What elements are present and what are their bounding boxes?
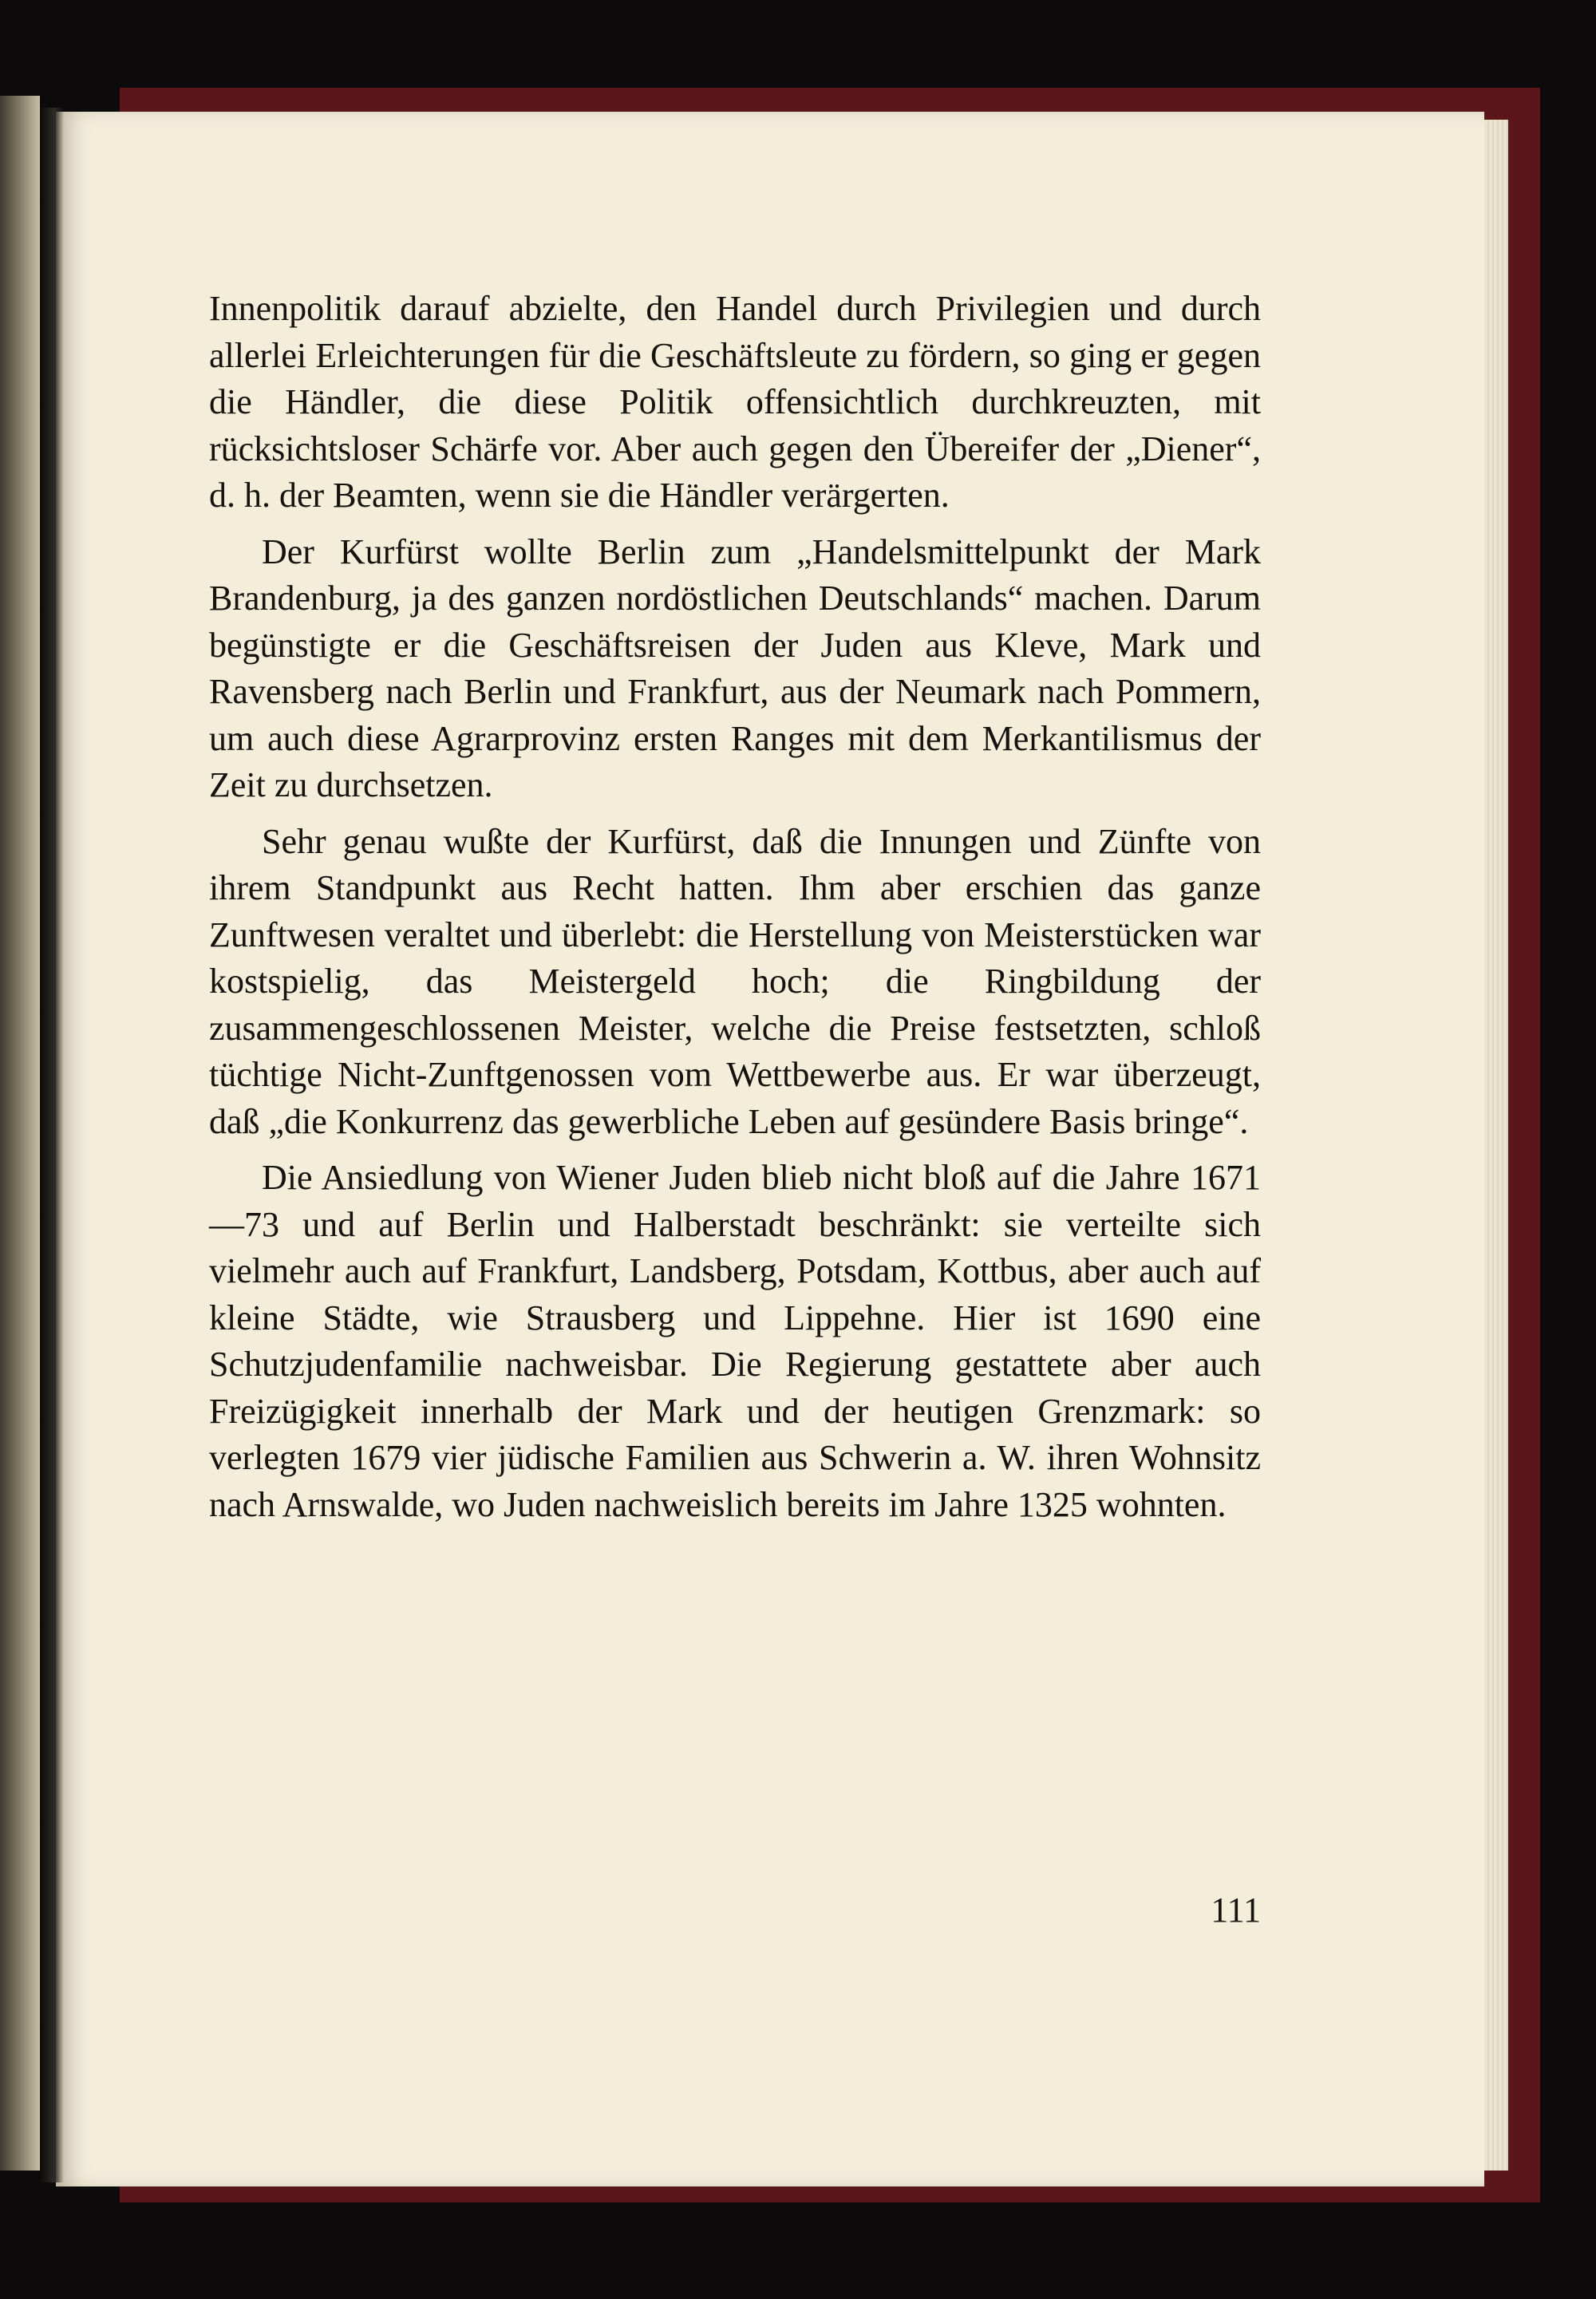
paragraph-2: Der Kurfürst wollte Berlin zum „Handelsmittelpunkt der Mark Brandenburg, ja des ganzen nordöstlichen Deutschlands“ machen. Darum begünstigte er die Geschäftsreisen der Juden aus Kleve, Mark und Ravensberg nach Berlin und Frankfurt, aus der Neumark nach Pommern, um auch diese Agrarprovinz ersten Ranges mit dem Merkantilismus der Zeit zu durchsetzen. <box>209 531 1261 804</box>
body-text <box>209 286 1261 1538</box>
gutter-shadow <box>40 108 64 2182</box>
paragraph-1: Innenpolitik darauf abzielte, den Handel durch Privilegien und durch allerlei Erleichterungen für die Geschäftsleute zu fördern, so ging er gegen die Händler, die diese Politik offensichtlich durchkreuzten, mit rücksichtsloser Schärfe vor. Aber auch gegen den Übereifer der „Diener“, d. h. der Beamten, wenn sie die Händler verärgerten. <box>209 289 1261 515</box>
previous-page-edge <box>0 96 40 2171</box>
page-number: 111 <box>1211 1890 1261 1930</box>
book-page <box>56 112 1484 2186</box>
paragraph-4: Die Ansiedlung von Wiener Juden blieb nicht bloß auf die Jahre 1671—73 und auf Berlin und Halberstadt beschränkt: sie verteilte sich vielmehr auch auf Frankfurt, Landsberg, Potsdam, Kottbus, aber auch auf kleine Städte, wie Strausberg und Lippehne. Hier ist 1690 eine Schutzjudenfamilie nachweisbar. Die Regierung gestattete aber auch Freizügigkeit innerhalb der Mark und der heutigen Grenzmark: so verlegten 1679 vier jüdische Familien aus Schwerin a. W. ihren Wohnsitz nach Arnswalde, wo Juden nachweislich bereits im Jahre 1325 wohnten. <box>209 1158 1261 1524</box>
paragraph-3: Sehr genau wußte der Kurfürst, daß die Innungen und Zünfte von ihrem Standpunkt aus Recht hatten. Ihm aber erschien das ganze Zunftwesen veraltet und überlebt: die Herstellung von Meisterstücken war kostspielig, das Meistergeld hoch; die Ringbildung der zusammengeschlossenen Meister, welche die Preise festsetzten, schloß tüchtige Nicht-Zunftgenossen vom Wettbewerbe aus. Er war überzeugt, daß „die Konkurrenz das gewerbliche Leben auf gesündere Basis bringe“. <box>209 821 1261 1141</box>
